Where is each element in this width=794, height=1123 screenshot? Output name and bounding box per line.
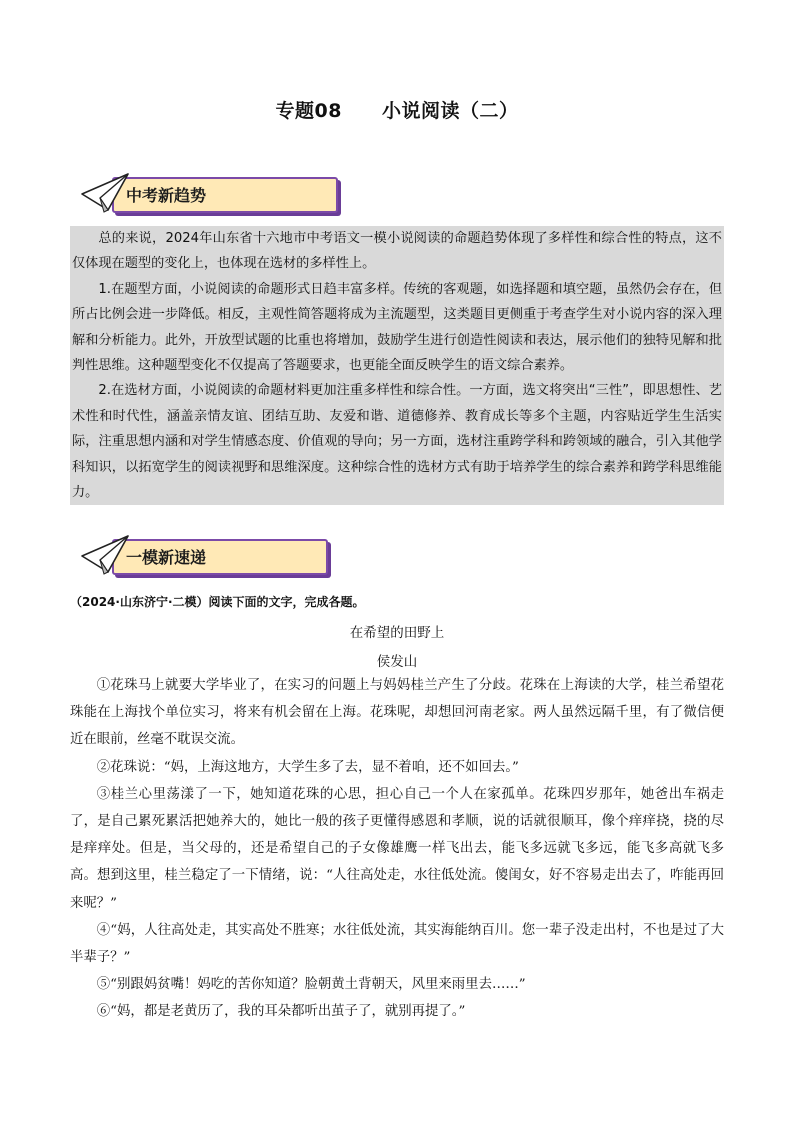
- story-paragraph: ⑥“妈，都是老黄历了，我的耳朵都听出茧子了，就别再提了。”: [96, 1004, 466, 1020]
- trend-paragraph: 总的来说，2024年山东省十六地市中考语文一模小说阅读的命题趋势体现了多样性和综合性的特点，这不仅体现在题型的变化上，也体现在选材的多样性上。: [72, 231, 722, 272]
- topic-number: 专题08: [275, 100, 342, 122]
- story-title: 在希望的田野上: [349, 625, 445, 641]
- story-paragraph: ④“妈，人往高处走，其实高处不胜寒；水往低处流，其实海能纳百川。您一辈子没走出村，不也是过了大半辈子？”: [70, 922, 724, 966]
- trend-paragraph: 1.在题型方面，小说阅读的命题形式日趋丰富多样。传统的客观题，如选择题和填空题，虽然仍会存在，但所占比例会进一步降低。相反，主观性简答题将成为主流题型，这类题目更侧重于考查学生对小说内容的深入理解和分析能力。此外，开放型试题的比重也将增加，鼓励学生进行创造性阅读和表达，展示他们的独特见解和批判性思维。这种题型变化不仅提高了答题要求，也更能全面反映学生的语文综合素养。: [72, 281, 722, 374]
- section-title: 一模新速递: [126, 548, 207, 567]
- story-paragraph: ①花珠马上就要大学毕业了，在实习的问题上与妈妈桂兰产生了分歧。花珠在上海读的大学，桂兰希望花珠能在上海找个单位实习，将来有机会留在上海。花珠呢，却想回河南老家。两人虽然远隔千里，有了微信便近在眼前，丝毫不耽误交流。: [70, 678, 724, 748]
- section-title: 中考新趋势: [126, 186, 207, 205]
- section-header-trends: [78, 170, 268, 216]
- story-paragraph: ③桂兰心里荡漾了一下，她知道花珠的心思，担心自己一个人在家孤单。花珠四岁那年，她爸出车祸走了，是自己累死累活把她养大的，她比一般的孩子更懂得感恩和孝顺，说的话就很顺耳，像个痒痒挠，挠的尽是痒痒处。但是，当父母的，还是希望自己的子女像雄鹰一样飞出去，能飞多远就飞多远，能飞多高就飞多高。想到这里，桂兰稳定了一下情绪，说：“人往高处走，水往低处流。傻闺女，好不容易走出去了，咋能再回来呢？”: [70, 786, 724, 911]
- story-paragraph: ⑤“别跟妈贫嘴！妈吃的苦你知道？脸朝黄土背朝天，风里来雨里去……”: [96, 977, 526, 993]
- story-author: 侯发山: [376, 654, 418, 670]
- section-header-express: [78, 532, 268, 578]
- page-title: [0, 96, 794, 123]
- topic-name: 小说阅读（二）: [381, 100, 519, 122]
- story-body: [70, 672, 724, 1026]
- trend-summary: [70, 226, 724, 505]
- story-paragraph: ②花珠说：“妈，上海这地方，大学生多了去，显不着咱，还不如回去。”: [96, 759, 519, 775]
- trend-paragraph: 2.在选材方面，小说阅读的命题材料更加注重多样性和综合性。一方面，选文将突出“三性”，即思想性、艺术性和时代性，涵盖亲情友谊、团结互助、友爱和谐、道德修养、教育成长等多个主题，内容贴近学生生活实际，注重思想内涵和对学生情感态度、价值观的导向；另一方面，选材注重跨学科和跨领域的融合，引入其他学科知识，以拓宽学生的阅读视野和思维深度。这种综合性的选材方式有助于培养学生的综合素养和跨学科思维能力。: [72, 383, 722, 501]
- question-source: （2024·山东济宁·二模）阅读下面的文字，完成各题。: [70, 595, 365, 609]
